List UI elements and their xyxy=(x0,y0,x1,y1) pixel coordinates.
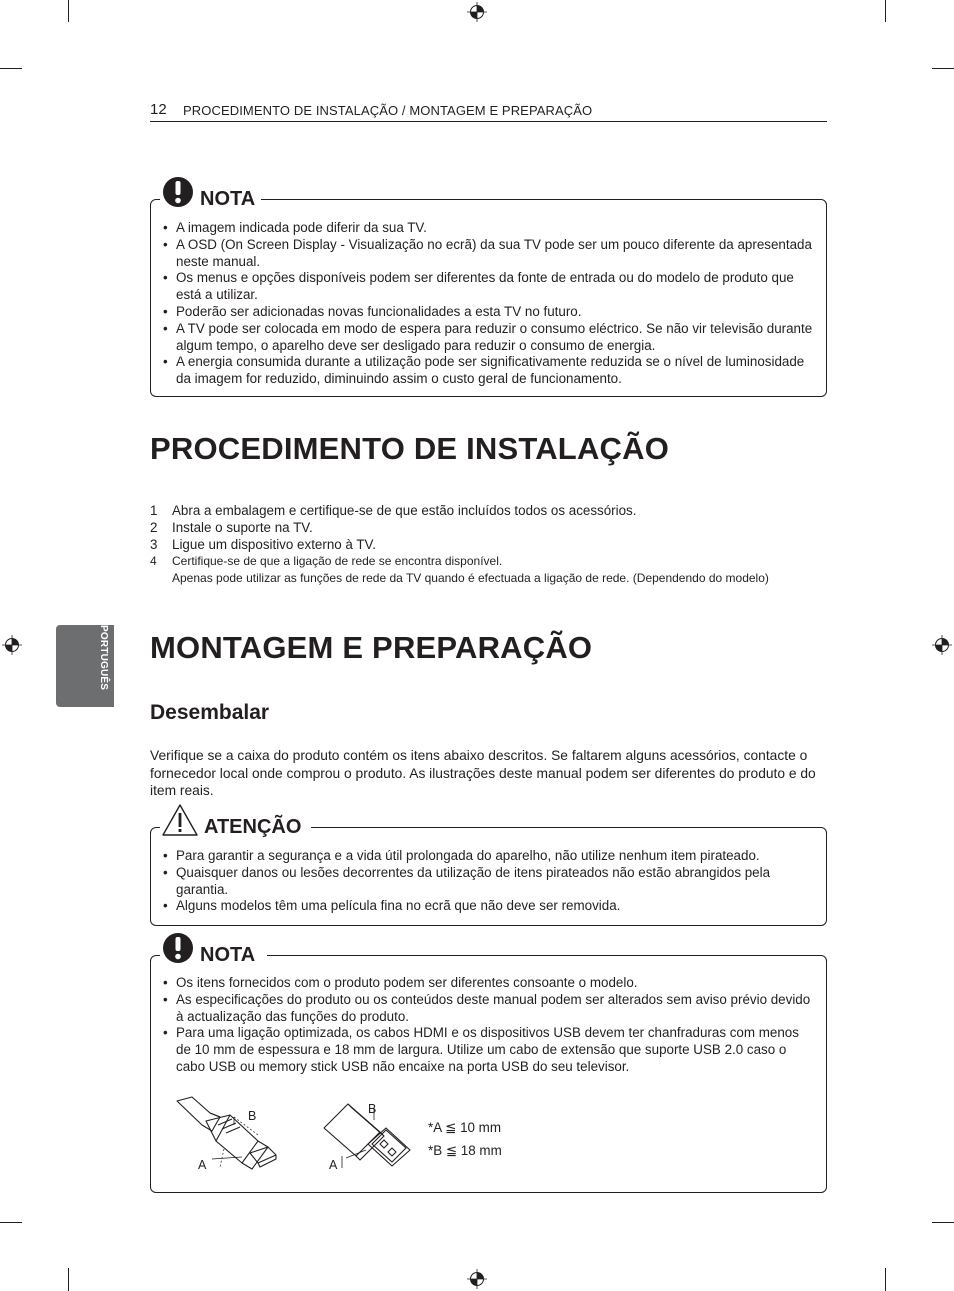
step-text: Apenas pode utilizar as funções de rede da TV quando é efectuada a ligação de rede. (Dependendo do modelo) xyxy=(172,571,769,586)
step-number: 3 xyxy=(150,536,158,552)
dimension-label-a: A xyxy=(329,1158,338,1172)
warning-triangle-icon xyxy=(160,802,200,838)
step-number: 4 xyxy=(150,554,157,569)
crop-mark xyxy=(885,1268,886,1291)
list-item: • Para uma ligação optimizada, os cabos HDMI e os dispositivos USB devem ter chanfraduras com menos de 10 mm de espessura e 18 mm de largura. Utilize um cabo de extensão que suporte USB 2.0 caso o cabo USB ou memory stick USB não encaixe na porta USB do seu televisor. xyxy=(160,1025,815,1075)
crop-mark xyxy=(68,0,69,22)
header-divider xyxy=(150,121,827,122)
crop-mark xyxy=(0,68,22,69)
hdmi-plug-illustration xyxy=(172,1095,287,1175)
note-title: NOTA xyxy=(196,944,267,967)
step-text: Instale o suporte na TV. xyxy=(172,519,313,535)
running-header: PROCEDIMENTO DE INSTALAÇÃO / MONTAGEM E PREPARAÇÃO xyxy=(183,103,593,118)
step-text: Abra a embalagem e certifique-se de que estão incluídos todos os acessórios. xyxy=(172,503,637,518)
page-number: 12 xyxy=(150,101,167,118)
note-title: NOTA xyxy=(196,188,261,211)
list-item xyxy=(150,537,840,554)
step-text: Certifique-se de que a ligação de rede se encontra disponível. xyxy=(172,554,503,569)
dimension-spec-a: *A ≦ 10 mm xyxy=(428,1120,501,1135)
crop-mark xyxy=(885,0,886,22)
list-item xyxy=(150,553,840,587)
section-heading: MONTAGEM E PREPARAÇÃO xyxy=(150,630,593,665)
list-item: • Para garantir a segurança e a vida útil prolongada do aparelho, não utilize nenhum item pirateado. xyxy=(160,848,815,865)
caution-list xyxy=(160,848,815,915)
crop-mark xyxy=(932,68,954,69)
step-text: Ligue um dispositivo externo à TV. xyxy=(172,536,376,552)
intro-paragraph: Verifique se a caixa do produto contém os itens abaixo descritos. Se faltarem alguns acessórios, contacte o fornecedor local onde comprou o produto. As ilustrações deste manual podem ser diferentes do produto e do item reais. xyxy=(150,748,816,798)
crop-mark xyxy=(0,1222,22,1223)
note-list xyxy=(160,975,815,1076)
exclamation-icon xyxy=(160,930,196,966)
dimension-label-b: B xyxy=(368,1102,377,1116)
list-item: • Quaisquer danos ou lesões decorrentes da utilização de itens pirateados não estão abrangidos pela garantia. xyxy=(160,865,815,899)
list-item: • A TV pode ser colocada em modo de espera para reduzir o consumo eléctrico. Se não vir televisão durante algum tempo, o aparelho deve ser desligado para reduzir o consumo de energia. xyxy=(160,321,815,355)
caution-title: ATENÇÃO xyxy=(200,816,311,839)
list-item: • A energia consumida durante a utilização pode ser significativamente reduzida se o nível de luminosidade da imagem for reduzido, diminuindo assim o custo geral de funcionamento. xyxy=(160,354,815,388)
list-item: • Poderão ser adicionadas novas funcionalidades a esta TV no futuro. xyxy=(160,304,815,321)
section-heading: PROCEDIMENTO DE INSTALAÇÃO xyxy=(150,431,670,466)
list-item xyxy=(150,503,840,520)
crop-mark xyxy=(68,1268,69,1291)
dimension-spec-b: *B ≦ 18 mm xyxy=(428,1143,502,1158)
list-item: • A OSD (On Screen Display - Visualização no ecrã) da sua TV pode ser um pouco diferente da apresentada neste manual. xyxy=(160,237,815,271)
registration-mark-icon xyxy=(932,635,952,655)
list-item xyxy=(150,520,840,537)
list-item: • As especificações do produto ou os conteúdos deste manual podem ser alterados sem aviso prévio devido à actualização das funções do produto. xyxy=(160,992,815,1026)
install-steps xyxy=(150,503,840,587)
list-item: • A imagem indicada pode diferir da sua TV. xyxy=(160,220,815,237)
registration-mark-icon xyxy=(467,2,487,22)
dimension-label-a: A xyxy=(198,1158,207,1172)
list-item: • Alguns modelos têm uma película fina no ecrã que não deve ser removida. xyxy=(160,898,815,915)
subsection-heading: Desembalar xyxy=(150,701,270,724)
list-item: • Os menus e opções disponíveis podem ser diferentes da fonte de entrada ou do modelo de produto que está a utilizar. xyxy=(160,270,815,304)
language-tab-label: PORTUGUÊS xyxy=(98,625,109,691)
list-item: • Os itens fornecidos com o produto podem ser diferentes consoante o modelo. xyxy=(160,975,815,992)
step-number: 2 xyxy=(150,519,158,535)
dimension-label-b: B xyxy=(248,1109,257,1123)
registration-mark-icon xyxy=(467,1269,487,1289)
exclamation-icon xyxy=(160,174,196,210)
crop-mark xyxy=(932,1222,954,1223)
step-number: 1 xyxy=(150,503,158,518)
note-list xyxy=(160,220,815,388)
registration-mark-icon xyxy=(2,635,22,655)
